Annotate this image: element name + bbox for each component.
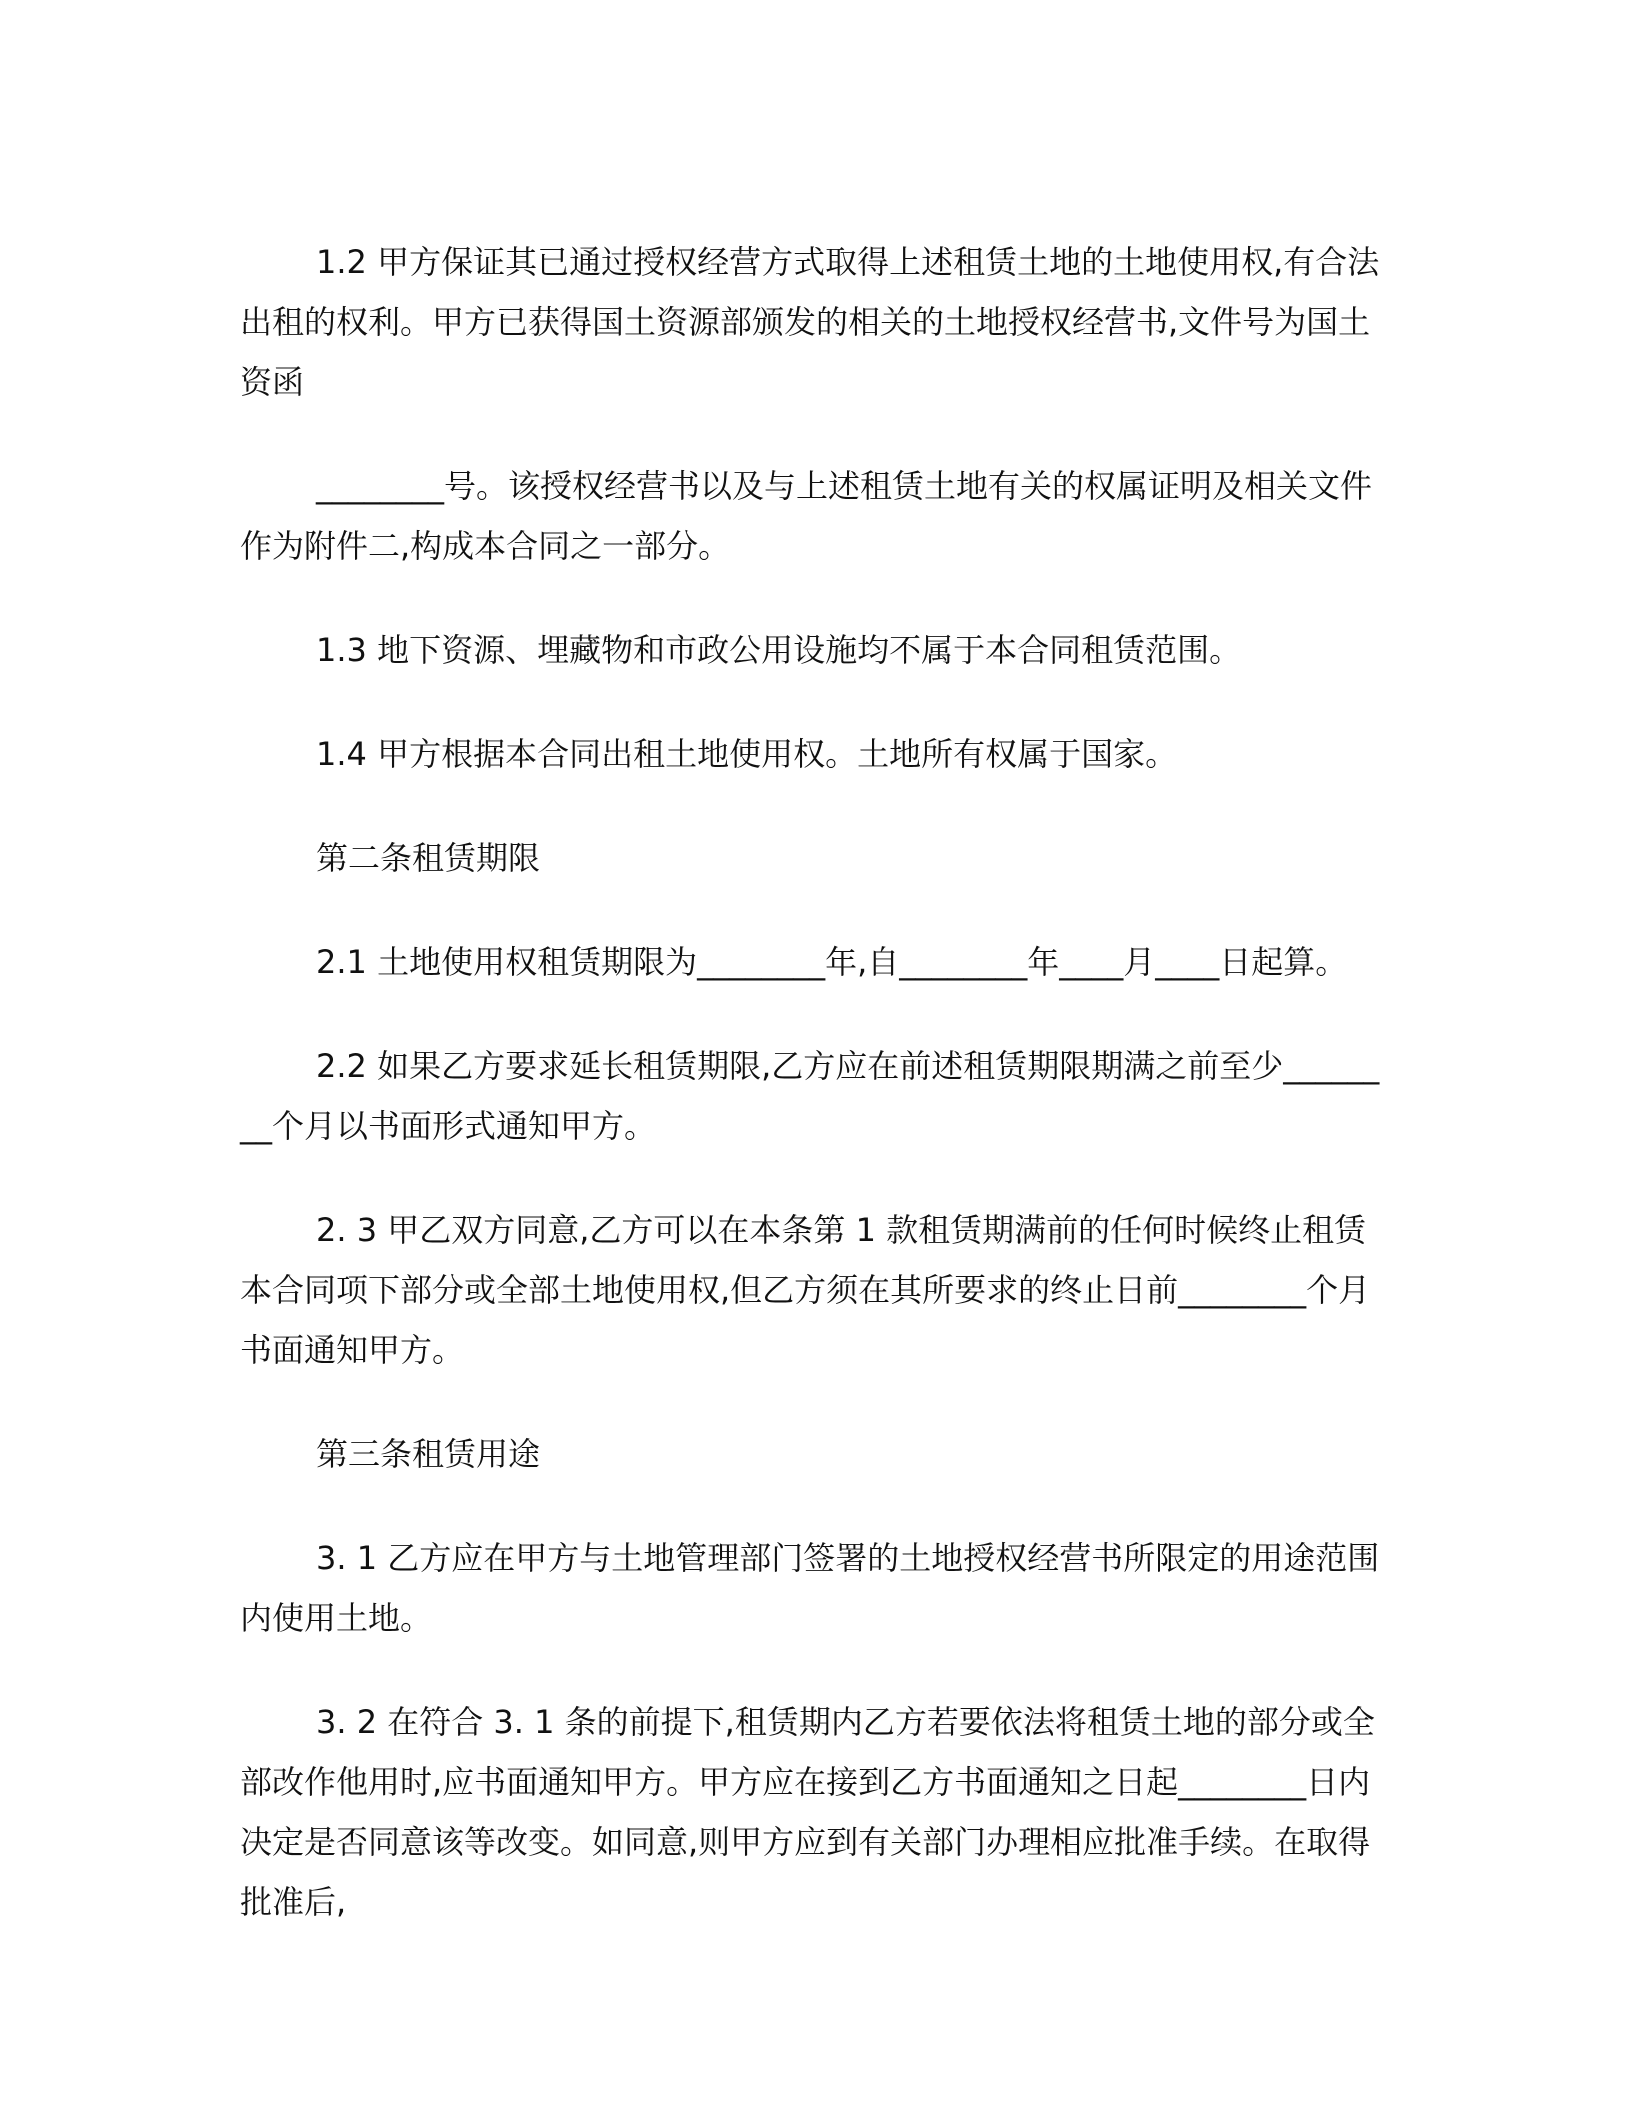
article-3-heading: 第三条租赁用途 (316, 1435, 541, 1473)
clause-2-1: 2.1 土地使用权租赁期限为________年,自________年____月____日起算。 (316, 943, 1348, 981)
clause-2-3: 2. 3 甲乙双方同意,乙方可以在本条第 1 款租赁期满前的任何时候终止租赁本合同项下部分或全部土地使用权,但乙方须在其所要求的终止日前________个月书面通知甲方。 (240, 1211, 1371, 1369)
document-page (240, 232, 1380, 1932)
article-2-heading: 第二条租赁期限 (316, 839, 541, 877)
clause-3-2: 3. 2 在符合 3. 1 条的前提下,租赁期内乙方若要依法将租赁土地的部分或全部改作他用时,应书面通知甲方。甲方应在接到乙方书面通知之日起________日内决定是否同意该等改变。如同意,则甲方应到有关部门办理相应批准手续。在取得批准后, (240, 1703, 1375, 1921)
clause-2-2: 2.2 如果乙方要求延长租赁期限,乙方应在前述租赁期限期满之前至少________个月以书面形式通知甲方。 (240, 1047, 1380, 1145)
clause-1-3: 1.3 地下资源、埋藏物和市政公用设施均不属于本合同租赁范围。 (316, 631, 1242, 669)
clause-1-2: 1.2 甲方保证其已通过授权经营方式取得上述租赁土地的土地使用权,有合法出租的权利。甲方已获得国土资源部颁发的相关的土地授权经营书,文件号为国土资函 (240, 243, 1380, 401)
clause-1-2-continued: ________号。该授权经营书以及与上述租赁土地有关的权属证明及相关文件作为附件二,构成本合同之一部分。 (240, 467, 1373, 565)
clause-1-4: 1.4 甲方根据本合同出租土地使用权。土地所有权属于国家。 (316, 735, 1178, 773)
clause-3-1: 3. 1 乙方应在甲方与土地管理部门签署的土地授权经营书所限定的用途范围内使用土地。 (240, 1539, 1380, 1637)
